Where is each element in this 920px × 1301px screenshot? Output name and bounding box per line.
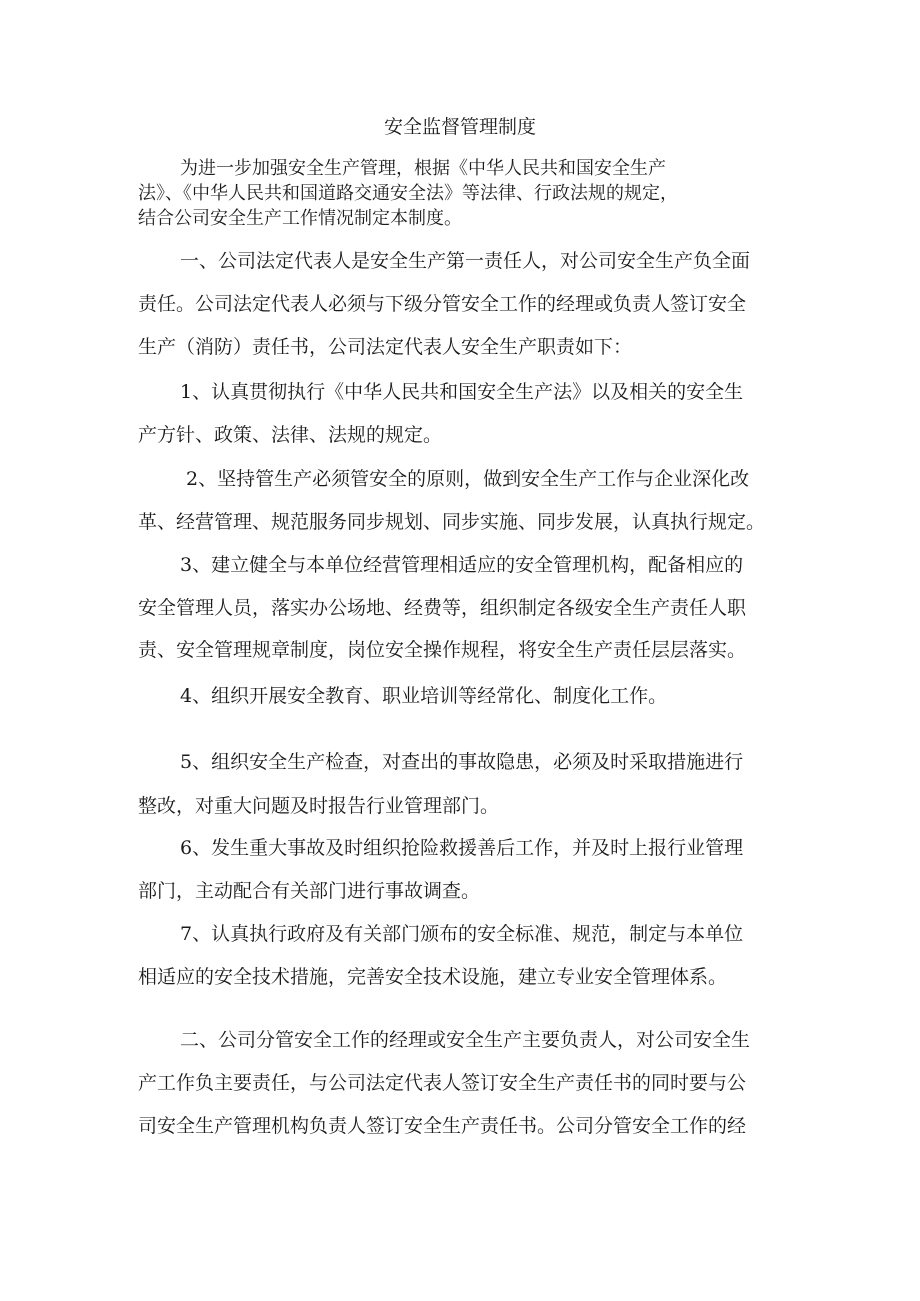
intro-line-1: 为进一步加强安全生产管理，根据《中华人民共和国安全生产 [180,158,666,179]
intro-line-3: 结合公司安全生产工作情况制定本制度。 [138,208,462,229]
section1-line-2: 责任。公司法定代表人必须与下级分管安全工作的经理或负责人签订安全 [138,293,747,315]
item3-line-3: 责、安全管理规章制度，岗位安全操作规程，将安全生产责任层层落实。 [138,639,747,661]
section1-line-3: 生产（消防）责任书，公司法定代表人安全生产职责如下： [138,336,633,358]
section2-line-1: 二、公司分管安全工作的经理或安全生产主要负责人，对公司安全生 [180,1029,751,1051]
item1-line-1: 1、认真贯彻执行《中华人民共和国安全生产法》以及相关的安全生 [180,381,744,403]
intro-line-2: 法》、《中华人民共和国道路交通安全法》等法律、行政法规的规定， [138,183,678,204]
item5-line-1: 5、组织安全生产检查，对查出的事故隐患，必须及时采取措施进行 [180,751,744,773]
section2-line-2: 产工作负主要责任，与公司法定代表人签订安全生产责任书的同时要与公 [138,1072,747,1094]
item2-line-1: 2、坚持管生产必须管安全的原则，做到安全生产工作与企业深化改 [186,468,750,490]
item4-line-1: 4、组织开展安全教育、职业培训等经常化、制度化工作。 [180,685,668,707]
item6-line-2: 部门，主动配合有关部门进行事故调查。 [138,880,481,902]
item2-line-2: 革、经营管理、规范服务同步规划、同步实施、同步发展，认真执行规定。 [138,511,766,533]
section1-line-1: 一、公司法定代表人是安全生产第一责任人，对公司安全生产负全面 [180,250,751,272]
section2-line-3: 司安全生产管理机构负责人签订安全生产责任书。公司分管安全工作的经 [138,1115,747,1137]
item3-line-2: 安全管理人员，落实办公场地、经费等，组织制定各级安全生产责任人职 [138,597,747,619]
item6-line-1: 6、发生重大事故及时组织抢险救援善后工作，并及时上报行业管理 [180,837,744,859]
item7-line-2: 相适应的安全技术措施，完善安全技术设施，建立专业安全管理体系。 [138,966,728,988]
item7-line-1: 7、认真执行政府及有关部门颁布的安全标准、规范，制定与本单位 [180,923,744,945]
document-title: 安全监督管理制度 [383,116,536,138]
item3-line-1: 3、建立健全与本单位经营管理相适应的安全管理机构，配备相应的 [180,554,744,576]
item5-line-2: 整改，对重大问题及时报告行业管理部门。 [138,795,500,817]
item1-line-2: 产方针、政策、法律、法规的规定。 [138,424,443,446]
